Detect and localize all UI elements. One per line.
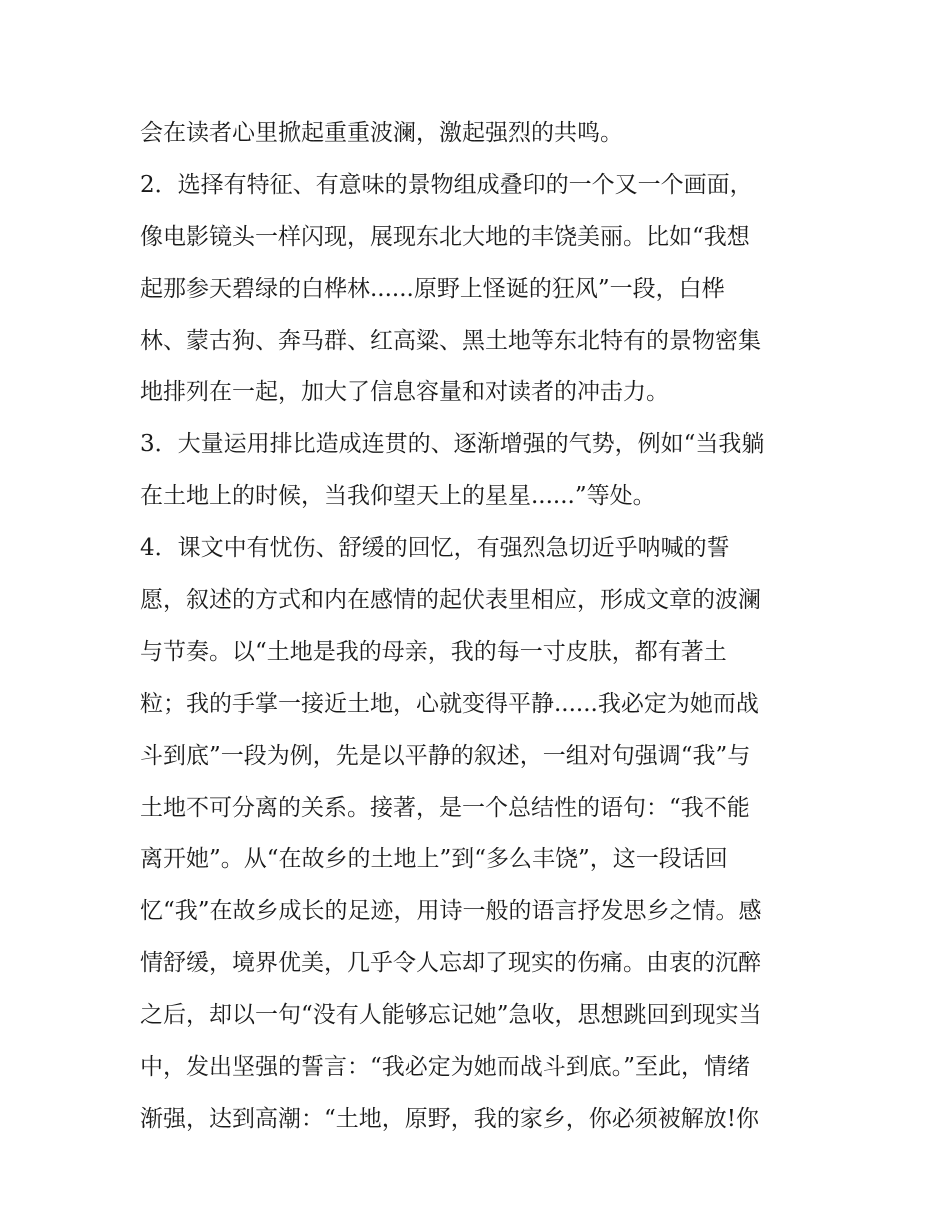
text-line: 起那参天碧绿的白桦林......原野上怪诞的狂风”一段，白桦 (140, 275, 725, 302)
text-line: 渐强，达到高潮：“土地，原野，我的家乡，你必须被解放!你 (140, 1105, 760, 1132)
text-line: 忆“我”在故乡成长的足迹，用诗一般的语言抒发思乡之情。感 (140, 898, 762, 925)
text-line: 4．课文中有忧伤、舒缓的回忆，有强烈急切近乎呐喊的誓 (140, 535, 730, 562)
text-line: 离开她”。从“在故乡的土地上”到“多么丰饶”，这一段话回 (140, 846, 728, 873)
text-line: 林、蒙古狗、奔马群、红高粱、黑土地等东北特有的景物密集 (140, 327, 761, 354)
text-line: 粒；我的手掌一接近土地，心就变得平静......我必定为她而战 (140, 690, 759, 717)
text-line: 与节奏。以“土地是我的母亲，我的每一寸皮肤，都有著土 (140, 638, 727, 665)
document-body (140, 108, 820, 1146)
text-line: 斗到底”一段为例，先是以平静的叙述，一组对句强调“我”与 (140, 742, 751, 769)
text-line: 在土地上的时候，当我仰望天上的星星......”等处。 (140, 483, 656, 510)
text-line: 情舒缓，境界优美，几乎令人忘却了现实的伤痛。由衷的沉醉 (140, 950, 761, 977)
text-line: 中，发出坚强的誓言：“我必定为她而战斗到底。”至此，情绪 (140, 1054, 751, 1081)
text-line: 地排列在一起，加大了信息容量和对读者的冲击力。 (140, 379, 669, 406)
text-line: 愿，叙述的方式和内在感情的起伏表里相应，形成文章的波澜 (140, 587, 761, 614)
text-line: 土地不可分离的关系。接著，是一个总结性的语句：“我不能 (140, 794, 750, 821)
text-line: 2．选择有特征、有意味的景物组成叠印的一个又一个画面， (140, 171, 753, 198)
text-line: 3．大量运用排比造成连贯的、逐渐增强的气势，例如“当我躺 (140, 431, 765, 458)
text-line: 像电影镜头一样闪现，展现东北大地的丰饶美丽。比如“我想 (140, 223, 750, 250)
text-line: 之后，却以一句“没有人能够忘记她”急收，思想跳回到现实当 (140, 1002, 762, 1029)
text-line: 会在读者心里掀起重重波澜，激起强烈的共鸣。 (140, 120, 623, 146)
